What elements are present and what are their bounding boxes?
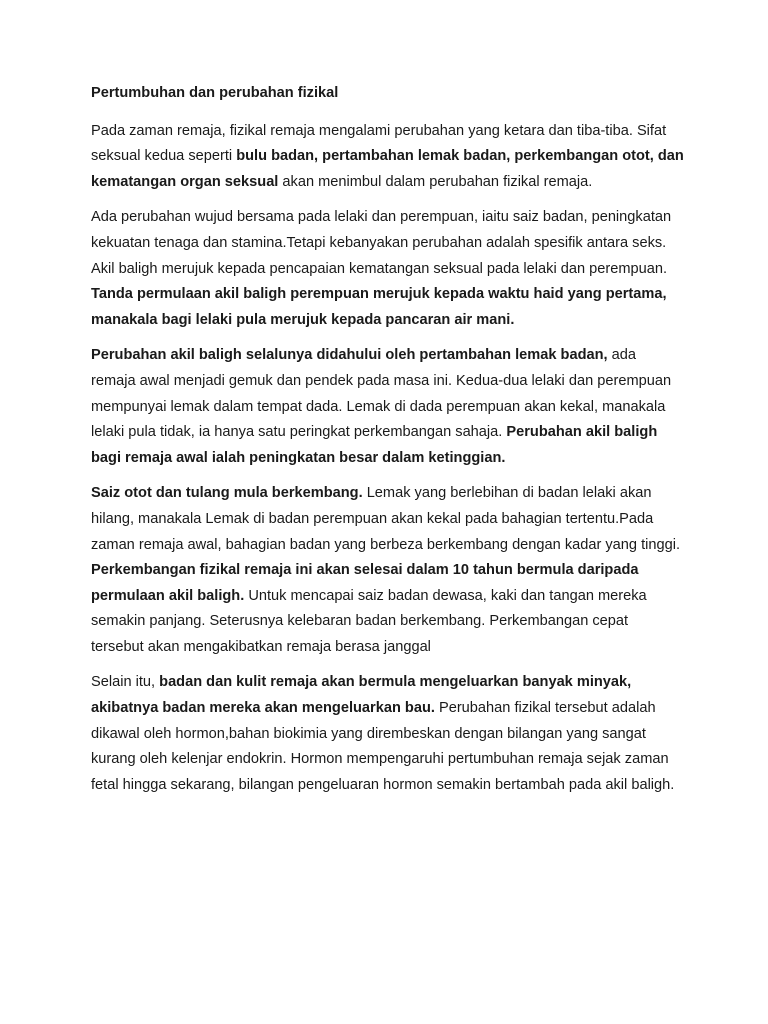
paragraph: [91, 481, 684, 660]
bold-text-segment: Perkembangan fizikal remaja ini akan selesai dalam 10 tahun bermula daripada permulaan akil baligh.: [91, 562, 639, 604]
text-segment: Perubahan fizikal tersebut adalah dikawal oleh hormon,bahan biokimia yang dirembeskan dengan bilangan yang sangat kurang oleh kelenjar endokrin. Hormon mempengaruhi pertumbuhan remaja sejak zaman fetal hingga sekarang, bilangan pengeluaran hormon semakin bertambah pada akil baligh.: [91, 700, 675, 793]
bold-text-segment: badan dan kulit remaja akan bermula mengeluarkan banyak minyak, akibatnya badan mereka akan mengeluarkan bau.: [91, 674, 632, 717]
bold-text-segment: bulu badan, pertambahan lemak badan, perkembangan otot, dan kematangan organ seksual: [91, 148, 684, 190]
paragraph: [91, 205, 684, 333]
paragraph: [91, 119, 684, 196]
text-segment: Pada zaman remaja, fizikal remaja mengalami perubahan yang ketara dan tiba-tiba. Sifat seksual kedua seperti: [91, 122, 667, 165]
paragraph: [91, 343, 684, 471]
bold-text-segment: Perubahan akil baligh bagi remaja awal ialah peningkatan besar dalam ketinggian.: [91, 424, 658, 466]
text-segment: Ada perubahan wujud bersama pada lelaki dan perempuan, iaitu saiz badan, peningkatan kekuatan tenaga dan stamina.Tetapi kebanyakan perubahan adalah spesifik antara seks. Akil baligh merujuk kepada pencapaian kematangan seksual pada lelaki dan perempuan.: [91, 209, 672, 277]
text-segment: Untuk mencapai saiz badan dewasa, kaki dan tangan mereka semakin panjang. Seterusnya kelebaran badan berkembang. Perkembangan cepat tersebut akan mengakibatkan remaja berasa janggal: [91, 587, 647, 655]
paragraph: [91, 670, 684, 798]
text-segment: Lemak yang berlebihan di badan lelaki akan hilang, manakala Lemak di badan perempuan akan kekal pada bahagian tertentu.Pada zaman remaja awal, bahagian badan yang berbeza berkembang dengan kadar yang tinggi.: [91, 485, 681, 553]
text-segment: Selain itu,: [91, 674, 160, 691]
bold-text-segment: Tanda permulaan akil baligh perempuan merujuk kepada waktu haid yang pertama, manakala bagi lelaki pula merujuk kepada pancaran air mani.: [91, 286, 667, 328]
text-segment: akan menimbul dalam perubahan fizikal remaja.: [278, 173, 593, 190]
bold-text-segment: Perubahan akil baligh selalunya didahului oleh pertambahan lemak badan,: [91, 347, 608, 364]
text-segment: ada remaja awal menjadi gemuk dan pendek pada masa ini. Kedua-dua lelaki dan perempuan mempunyai lemak dalam tempat dada. Lemak di dada perempuan akan kekal, manakala lelaki pula tidak, ia hanya satu peringkat perkembangan sahaja.: [91, 347, 672, 441]
bold-text-segment: Saiz otot dan tulang mula berkembang.: [91, 485, 363, 502]
page-title: Pertumbuhan dan perubahan fizikal: [91, 85, 339, 101]
